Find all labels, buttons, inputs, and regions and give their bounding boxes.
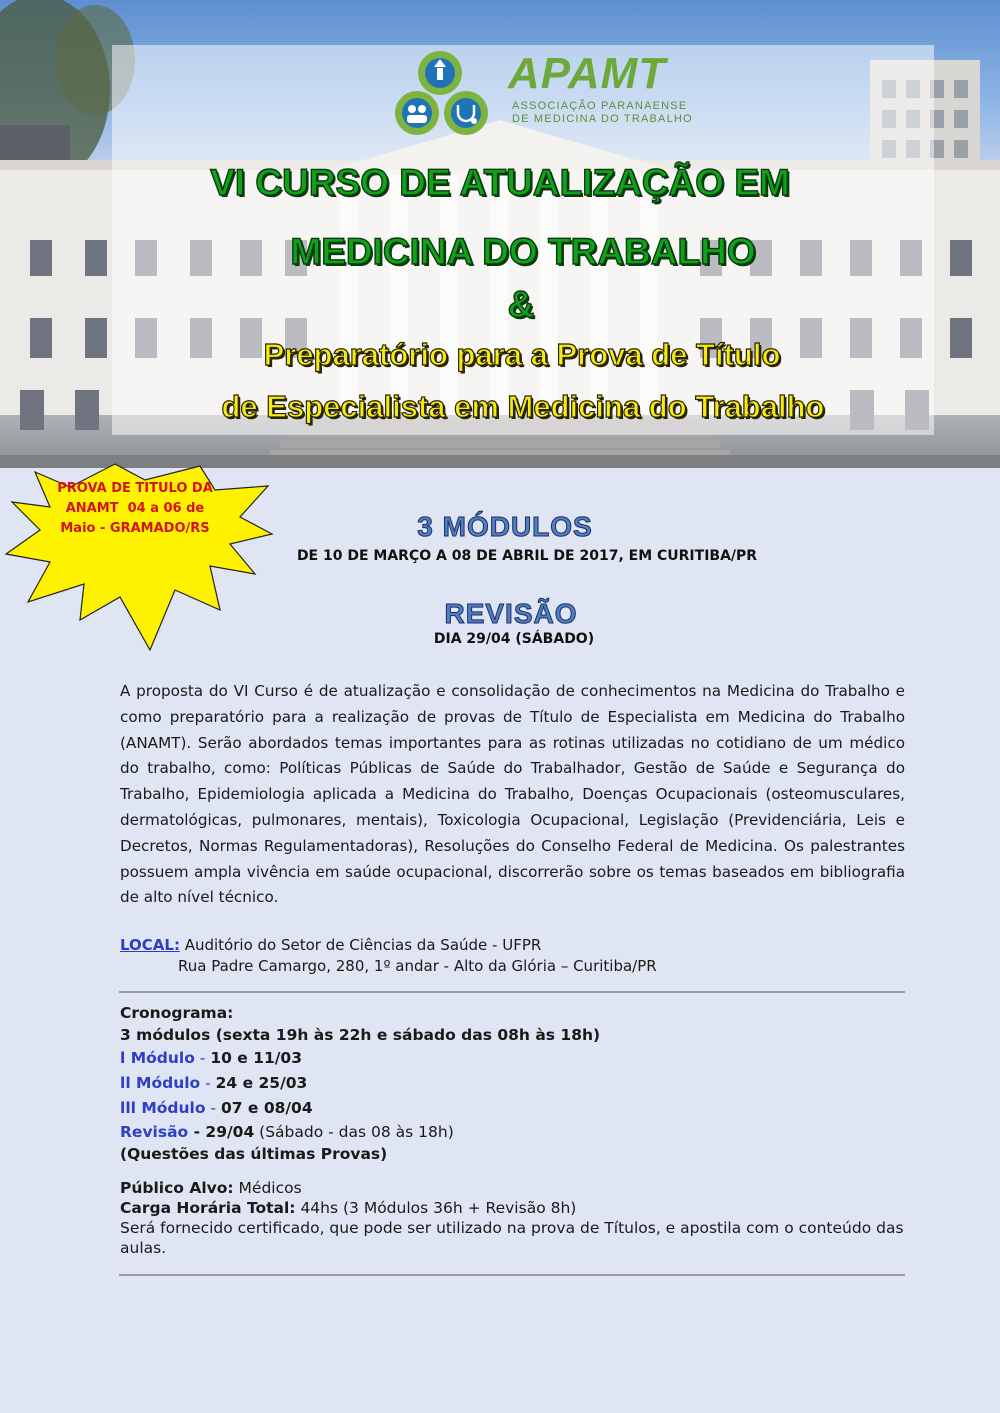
- location-line1: [120, 935, 541, 955]
- schedule-heading: Cronograma:: [120, 1004, 234, 1022]
- apamt-logo-gears: [390, 47, 502, 141]
- schedule-review: [120, 1121, 600, 1143]
- location-address: Rua Padre Camargo, 280, 1º andar - Alto da Glória – Curitiba/PR: [178, 957, 657, 975]
- burst-line2: ANAMT 04 a 06 de: [65, 501, 205, 516]
- module-dates: 24 e 25/03: [215, 1074, 308, 1092]
- hours-line: [120, 1198, 910, 1218]
- course-info: [120, 1178, 910, 1258]
- divider-top: [119, 991, 905, 993]
- module-label: l Módulo: [120, 1049, 195, 1067]
- location-label: LOCAL:: [120, 936, 180, 954]
- module-label: ll Módulo: [120, 1074, 201, 1092]
- audience-label: Público Alvo:: [120, 1179, 234, 1197]
- schedule-item: l Módulo - 10 e 11/03: [120, 1049, 303, 1067]
- modules-title: 3 MÓDULOS: [417, 511, 593, 542]
- location-venue: Auditório do Setor de Ciências da Saúde - UFPR: [179, 936, 542, 954]
- module-dates: 10 e 11/03: [210, 1049, 303, 1067]
- logo-name: APAMT: [508, 49, 667, 98]
- course-subtitle-line2: de Especialista em Medicina do Trabalho: [221, 389, 825, 424]
- review-note: (Sábado - das 08 às 18h): [254, 1123, 454, 1141]
- module-dates: 07 e 08/04: [220, 1099, 313, 1117]
- gear-icon: [418, 51, 462, 95]
- intro-paragraph: A proposta do VI Curso é de atualização e consolidação de conhecimentos na Medicina do Trabalho e como preparatório para a realização de provas de Título de Especialista em Medicina do Trabalho (ANAMT). Serão abordados temas importantes para as rotinas utilizadas no cotidiano de um médico do trabalho, como: Políticas Públicas de Saúde do Trabalhador, Gestão de Saúde e Segurança do Trabalho, Epidemiologia aplicada a Medicina do Trabalho, Doenças Ocupacionais (osteomusculares, dermatológicas, pulmonares, mentais), Toxicologia Ocupacional, Legislação (Previdenciária, Leis e Decretos, Normas Regulamentadoras), Resoluções do Conselho Federal de Medicina. Os palestrantes possuem ampla vivência em saúde ocupacional, discorrerão sobre os temas baseados em bibliografia de alto nível técnico.: [120, 682, 905, 907]
- hours-value: 44hs (3 Módulos 36h + Revisão 8h): [295, 1199, 577, 1217]
- hero-banner: [0, 0, 1000, 468]
- divider-bottom: [119, 1274, 905, 1276]
- review-topic: (Questões das últimas Provas): [120, 1145, 388, 1163]
- logo-subtitle-line2: DE MEDICINA DO TRABALHO: [512, 113, 693, 125]
- review-date: DIA 29/04 (SÁBADO): [433, 631, 595, 647]
- logo-subtitle: [512, 100, 693, 126]
- course-title-line2: MEDICINA DO TRABALHO: [290, 231, 756, 272]
- review-label: Revisão: [120, 1123, 189, 1141]
- review-title: REVISÃO: [444, 598, 578, 629]
- schedule-item: lll Módulo - 07 e 08/04: [120, 1099, 313, 1117]
- module-label: lll Módulo: [120, 1099, 206, 1117]
- course-subtitle-line1: Preparatório para a Prova de Título: [263, 337, 781, 372]
- schedule-section: [120, 1002, 600, 1165]
- course-title-line1: VI CURSO DE ATUALIZAÇÃO EM: [210, 162, 790, 203]
- course-title-ampersand: &: [507, 284, 535, 325]
- burst-line3: Maio - GRAMADO/RS: [60, 521, 210, 536]
- audience-value: Médicos: [233, 1179, 302, 1197]
- schedule-item: ll Módulo - 24 e 25/03: [120, 1074, 308, 1092]
- people-icon: [408, 105, 416, 113]
- burst-line1: PROVA DE TITULO DA: [57, 481, 213, 496]
- review-schedule-date: - 29/04: [188, 1123, 255, 1141]
- audience-line: [120, 1178, 910, 1198]
- certificate-note: Será fornecido certificado, que pode ser utilizado na prova de Títulos, e apostila com o conteúdo das aulas.: [120, 1219, 904, 1257]
- hours-label: Carga Horária Total:: [120, 1199, 296, 1217]
- schedule-summary: 3 módulos (sexta 19h às 22h e sábado das 08h às 18h): [120, 1026, 601, 1044]
- modules-dates: DE 10 DE MARÇO A 08 DE ABRIL DE 2017, EM CURITIBA/PR: [296, 548, 758, 564]
- logo-subtitle-line1: ASSOCIAÇÃO PARANAENSE: [512, 100, 688, 112]
